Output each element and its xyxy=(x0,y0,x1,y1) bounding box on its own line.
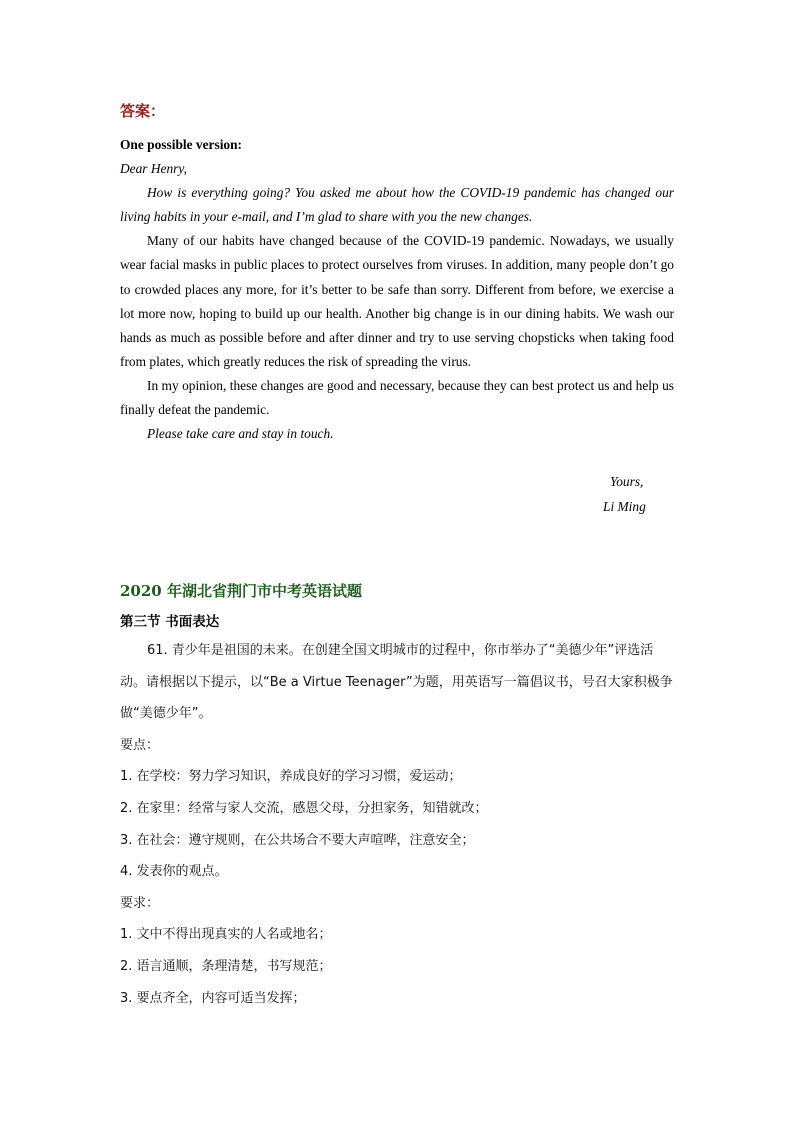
answer-heading: 答案： xyxy=(120,102,166,120)
requirement-item: 1. 文中不得出现真实的人名或地名； xyxy=(120,927,332,943)
letter-closing: Yours, xyxy=(610,474,644,489)
letter-signature: Li Ming xyxy=(603,499,646,514)
version-label: One possible version: xyxy=(120,137,243,152)
sample-letter xyxy=(120,133,674,446)
section-title: 第三节 书面表达 xyxy=(120,614,220,630)
point-item: 2. 在家里：经常与家人交流，感恩父母，分担家务，知错就改； xyxy=(120,800,488,816)
point-item: 3. 在社会：遵守规则，在公共场合不要大声喧哗，注意安全； xyxy=(120,832,475,848)
requirement-item: 2. 语言通顺，条理清楚，书写规范； xyxy=(120,958,332,974)
letter-salutation: Dear Henry, xyxy=(120,161,187,177)
exam-question-block xyxy=(120,580,674,1014)
letter-paragraph-2: Many of our habits have changed because of the COVID-19 pandemic. Nowadays, we usually wear facial masks in public places to protect ourselves from viruses. In addition, many people don’t go to crowded places any more, for it’s better to be safe than sorry. Different from before, we exercise a lot more now, hoping to build up our health. Another big change is in our dining habits. We wash our hands as much as possible before and after dinner and try to use serving chopsticks when taking food from plates, which greatly reduces the risk of spreading the virus. xyxy=(120,233,674,369)
question-text: 61. 青少年是祖国的未来。在创建全国文明城市的过程中，你市举办了“美德少年”评选活动。请根据以下提示，以“Be a Virtue Teenager”为题，用英语写一篇倡议书，号召大家积极争做“美德少年”。 xyxy=(120,643,673,722)
requirements-label: 要求： xyxy=(120,895,160,911)
requirement-item: 3. 要点齐全，内容可适当发挥； xyxy=(120,990,306,1006)
point-item: 4. 发表你的观点。 xyxy=(120,864,228,880)
letter-paragraph-1: How is everything going? You asked me about how the COVID-19 pandemic has changed our living habits in your e-mail, and I’m glad to share with you the new changes. xyxy=(120,185,674,225)
letter-paragraph-4: Please take care and stay in touch. xyxy=(147,426,334,442)
point-item: 1. 在学校：努力学习知识，养成良好的学习习惯，爱运动； xyxy=(120,769,462,785)
exam-title: 2020 年湖北省荆门市中考英语试题 xyxy=(120,582,362,600)
points-label: 要点： xyxy=(120,737,160,753)
letter-paragraph-3: In my opinion, these changes are good and necessary, because they can best protect us and help us finally defeat the pandemic. xyxy=(120,377,674,418)
